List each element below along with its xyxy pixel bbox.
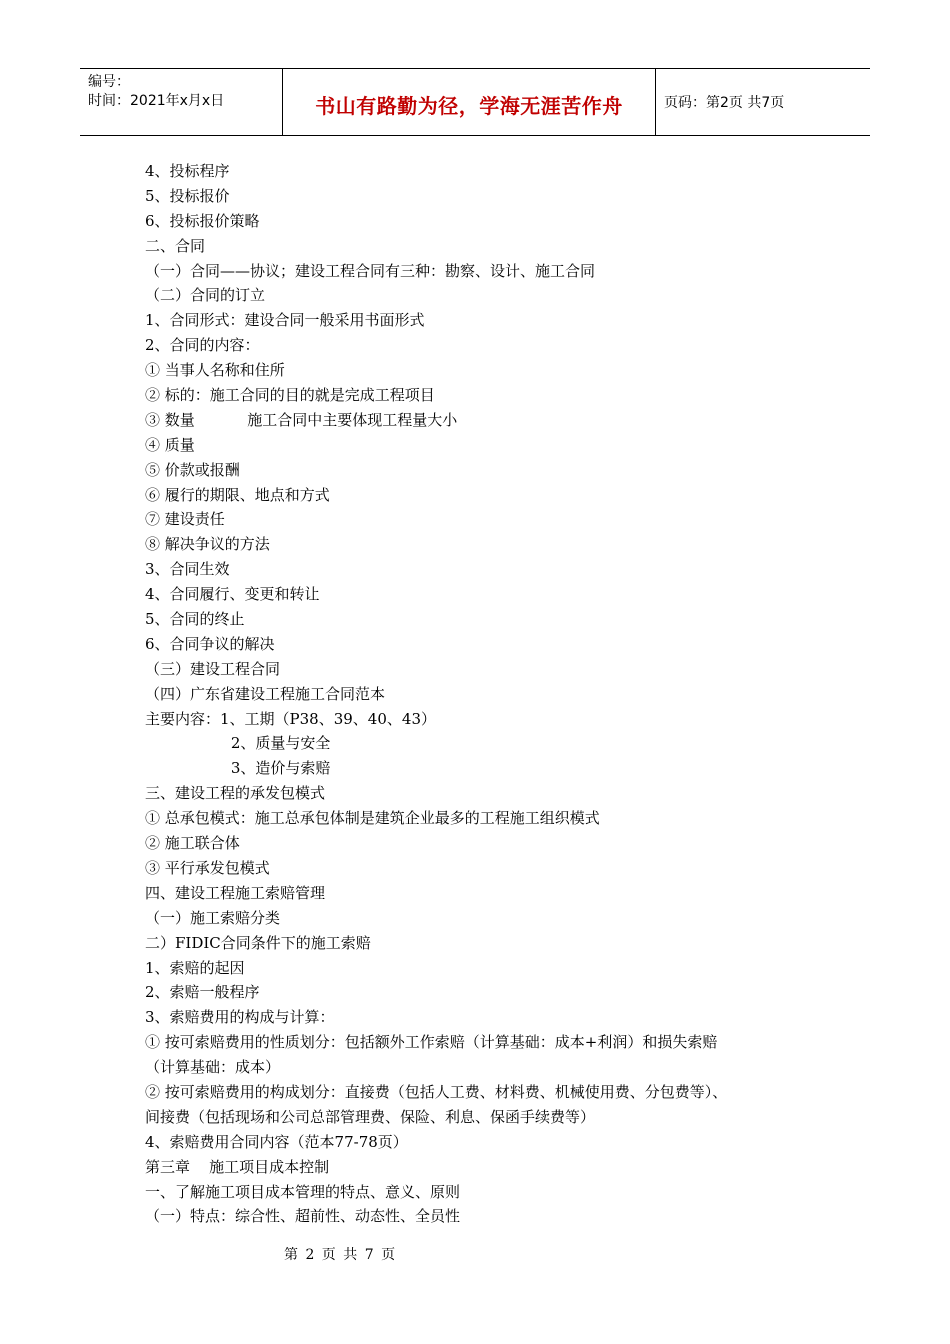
body-line: 1、索赔的起因	[145, 958, 245, 977]
header-page-info: 页码：第2页 共7页	[664, 95, 785, 111]
body-line: 5、合同的终止	[145, 610, 245, 629]
body-line: 4、投标程序	[145, 162, 230, 180]
body-line: 2、质量与安全	[145, 734, 331, 753]
body-line: 6、合同争议的解决	[145, 634, 275, 653]
body-line: ② 按可索赔费用的构成划分：直接费（包括人工费、材料费、机械使用费、分包费等）、	[145, 1082, 728, 1101]
body-line: ④ 质量	[145, 435, 195, 454]
body-line: 3、合同生效	[145, 560, 230, 579]
body-line: 三、建设工程的承发包模式	[145, 784, 326, 803]
body-line: 6、投标报价策略	[145, 211, 260, 230]
body-line: ⑤ 价款或报酬	[145, 460, 240, 479]
body-line: 3、索赔费用的构成与计算：	[145, 1008, 335, 1027]
body-line: ② 施工联合体	[145, 834, 240, 853]
header-meta	[80, 69, 282, 135]
body-line: ⑧ 解决争议的方法	[145, 535, 270, 554]
body-line: 2、合同的内容：	[145, 336, 260, 355]
document-date: 时间：2021年x月x日	[88, 93, 225, 109]
body-line: ① 按可索赔费用的性质划分：包括额外工作索赔（计算基础：成本+利润）和损失索赔	[145, 1033, 718, 1052]
body-line: ⑥ 履行的期限、地点和方式	[145, 485, 330, 504]
page-header	[80, 68, 870, 136]
body-line: （一）特点：综合性、超前性、动态性、全员性	[145, 1207, 461, 1226]
body-line: 一、了解施工项目成本管理的特点、意义、原则	[145, 1182, 461, 1201]
page-footer: 第 2 页 共 7 页	[284, 1247, 396, 1263]
body-line: （一）施工索赔分类	[145, 908, 281, 927]
body-line: 二）FIDIC合同条件下的施工索赔	[145, 933, 371, 952]
body-line: ③ 平行承发包模式	[145, 858, 270, 877]
body-line: （计算基础：成本）	[145, 1058, 281, 1077]
body-line: 3、造价与索赔	[145, 759, 331, 778]
document-number-label: 编号：	[88, 74, 130, 90]
body-line: ③ 数量 施工合同中主要体现工程量大小	[145, 410, 458, 429]
document-body	[145, 159, 825, 1229]
body-line: （四）广东省建设工程施工合同范本	[145, 684, 386, 703]
body-line: ⑦ 建设责任	[145, 510, 225, 529]
body-line: 1、合同形式：建设合同一般采用书面形式	[145, 311, 425, 330]
body-line: 4、合同履行、变更和转让	[145, 585, 320, 604]
body-line: ① 当事人名称和住所	[145, 361, 285, 380]
body-line: 4、索赔费用合同内容（范本77-78页）	[145, 1132, 408, 1151]
header-motto: 书山有路勤为径，学海无涯苦作舟	[282, 69, 656, 135]
body-line: （二）合同的订立	[145, 286, 266, 305]
body-line: ① 总承包模式：施工总承包体制是建筑企业最多的工程施工组织模式	[145, 809, 600, 828]
body-line: 第三章 施工项目成本控制	[145, 1157, 330, 1176]
body-line: ② 标的：施工合同的目的就是完成工程项目	[145, 386, 435, 405]
body-line: 四、建设工程施工索赔管理	[145, 883, 326, 902]
body-line: （三）建设工程合同	[145, 659, 281, 678]
body-line: 2、索赔一般程序	[145, 983, 260, 1002]
body-line: （一）合同——协议；建设工程合同有三种：勘察、设计、施工合同	[145, 261, 596, 280]
body-line: 间接费（包括现场和公司总部管理费、保险、利息、保函手续费等）	[145, 1107, 596, 1126]
body-line: 二、合同	[145, 236, 206, 255]
body-line: 5、投标报价	[145, 186, 230, 205]
body-line: 主要内容：1、工期（P38、39、40、43）	[145, 709, 436, 728]
